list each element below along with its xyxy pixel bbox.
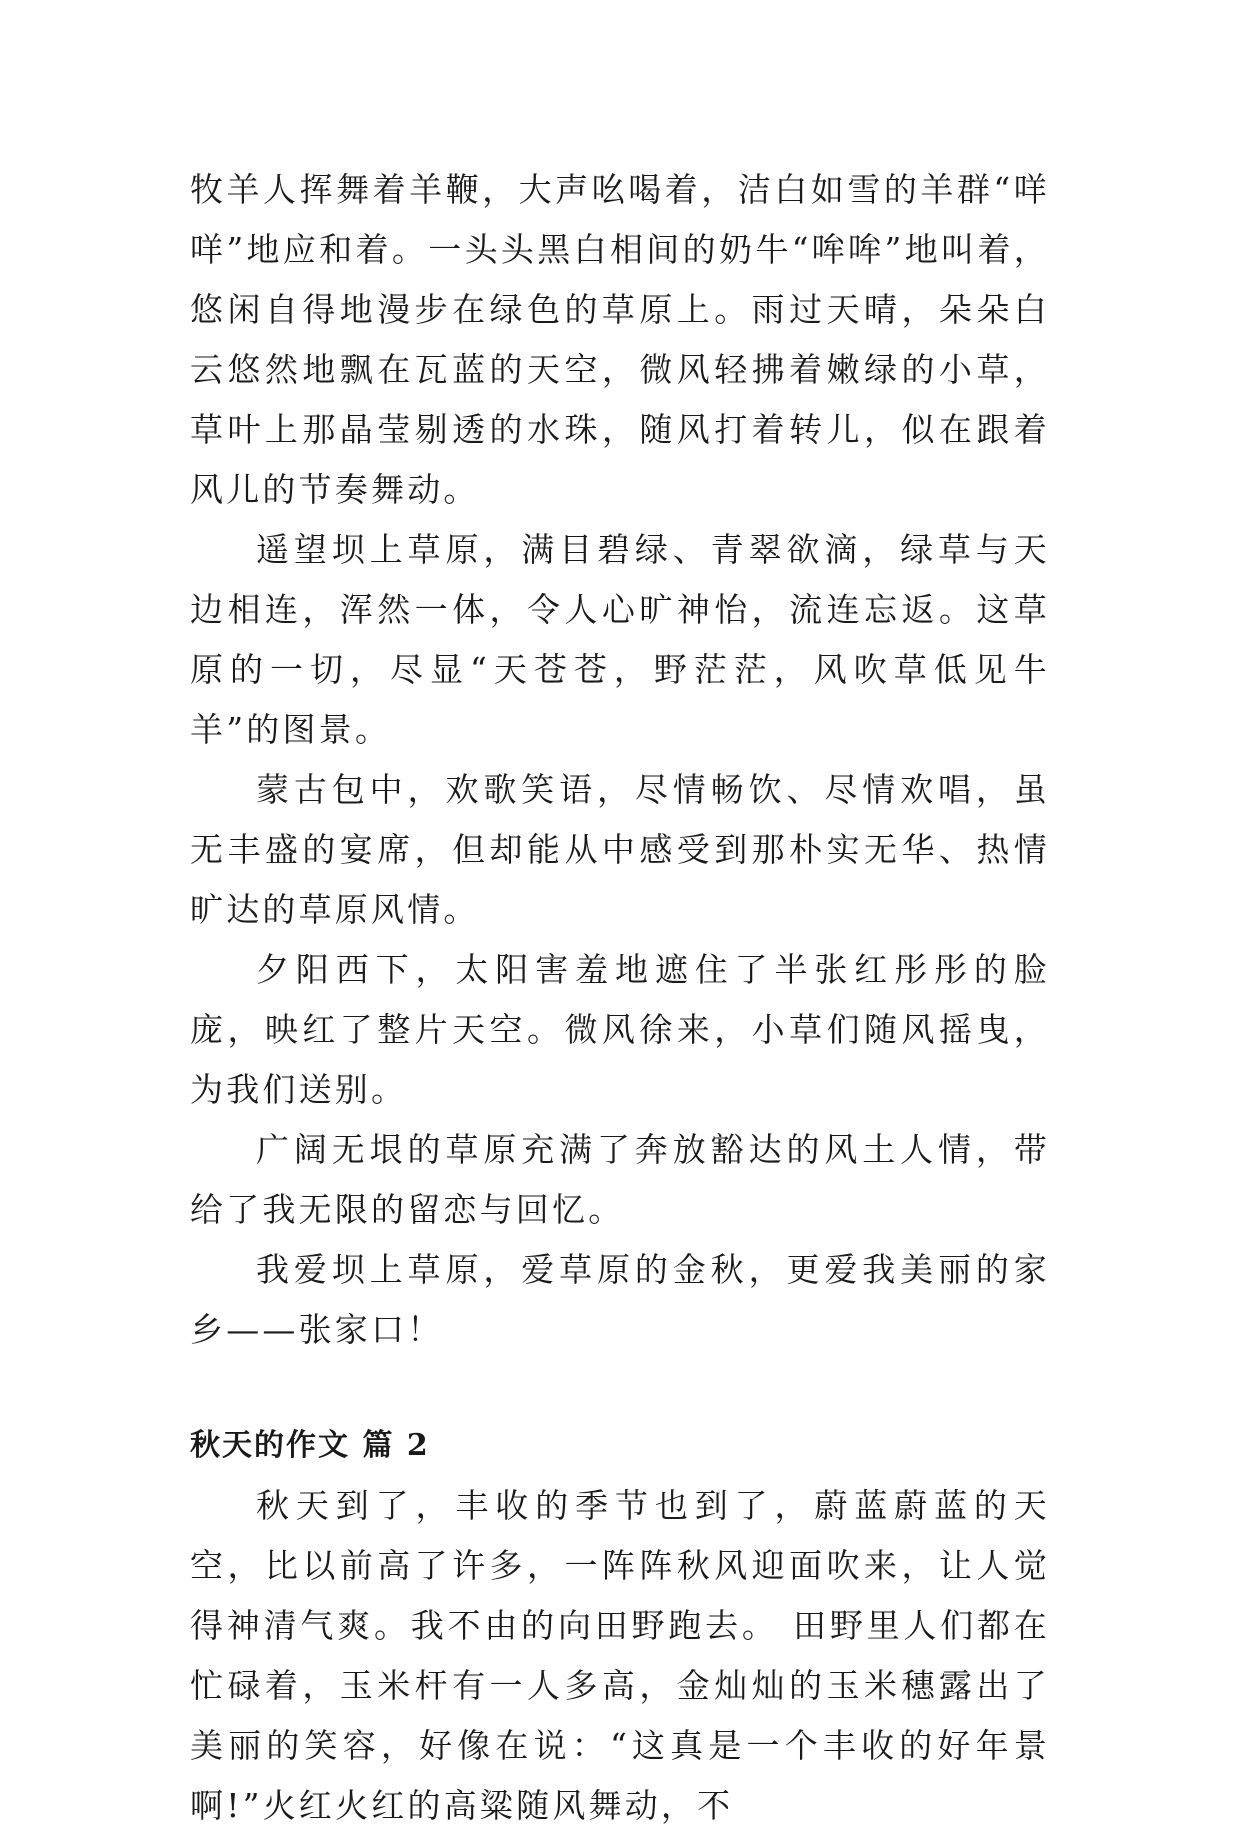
paragraph: 遥望坝上草原，满目碧绿、青翠欲滴，绿草与天边相连，浑然一体，令人心旷神怡，流连忘返。这草原的一切，尽显“天苍苍，野茫茫，风吹草低见牛羊”的图景。: [190, 530, 1050, 749]
paragraph: 广阔无垠的草原充满了奔放豁达的风土人情，带给了我无限的留恋与回忆。: [190, 1130, 1050, 1229]
paragraph: 我爱坝上草原，爱草原的金秋，更爱我美丽的家乡——张家口！: [190, 1250, 1050, 1349]
article-body: [190, 160, 1050, 1836]
section-spacer: [190, 1360, 1050, 1416]
paragraph: 秋天到了，丰收的季节也到了，蔚蓝蔚蓝的天空，比以前高了许多，一阵阵秋风迎面吹来，让人觉得神清气爽。我不由的向田野跑去。 田野里人们都在忙碌着，玉米杆有一人多高，金灿灿的玉米穗露出了美丽的笑容，好像在说：“这真是一个丰收的好年景啊!”火红火红的高粱随风舞动，不: [190, 1486, 1050, 1825]
paragraph: 牧羊人挥舞着羊鞭，大声吆喝着，洁白如雪的羊群“咩咩”地应和着。一头头黑白相间的奶牛“哞哞”地叫着，悠闲自得地漫步在绿色的草原上。雨过天晴，朵朵白云悠然地飘在瓦蓝的天空，微风轻拂着嫩绿的小草，草叶上那晶莹剔透的水珠，随风打着转儿，似在跟着风儿的节奏舞动。: [190, 170, 1050, 509]
section-heading: 秋天的作文 篇 2: [190, 1428, 430, 1463]
paragraph: 蒙古包中，欢歌笑语，尽情畅饮、尽情欢唱，虽无丰盛的宴席，但却能从中感受到那朴实无华、热情旷达的草原风情。: [190, 770, 1050, 929]
paragraph: 夕阳西下，太阳害羞地遮住了半张红彤彤的脸庞，映红了整片天空。微风徐来，小草们随风摇曳，为我们送别。: [190, 950, 1050, 1109]
